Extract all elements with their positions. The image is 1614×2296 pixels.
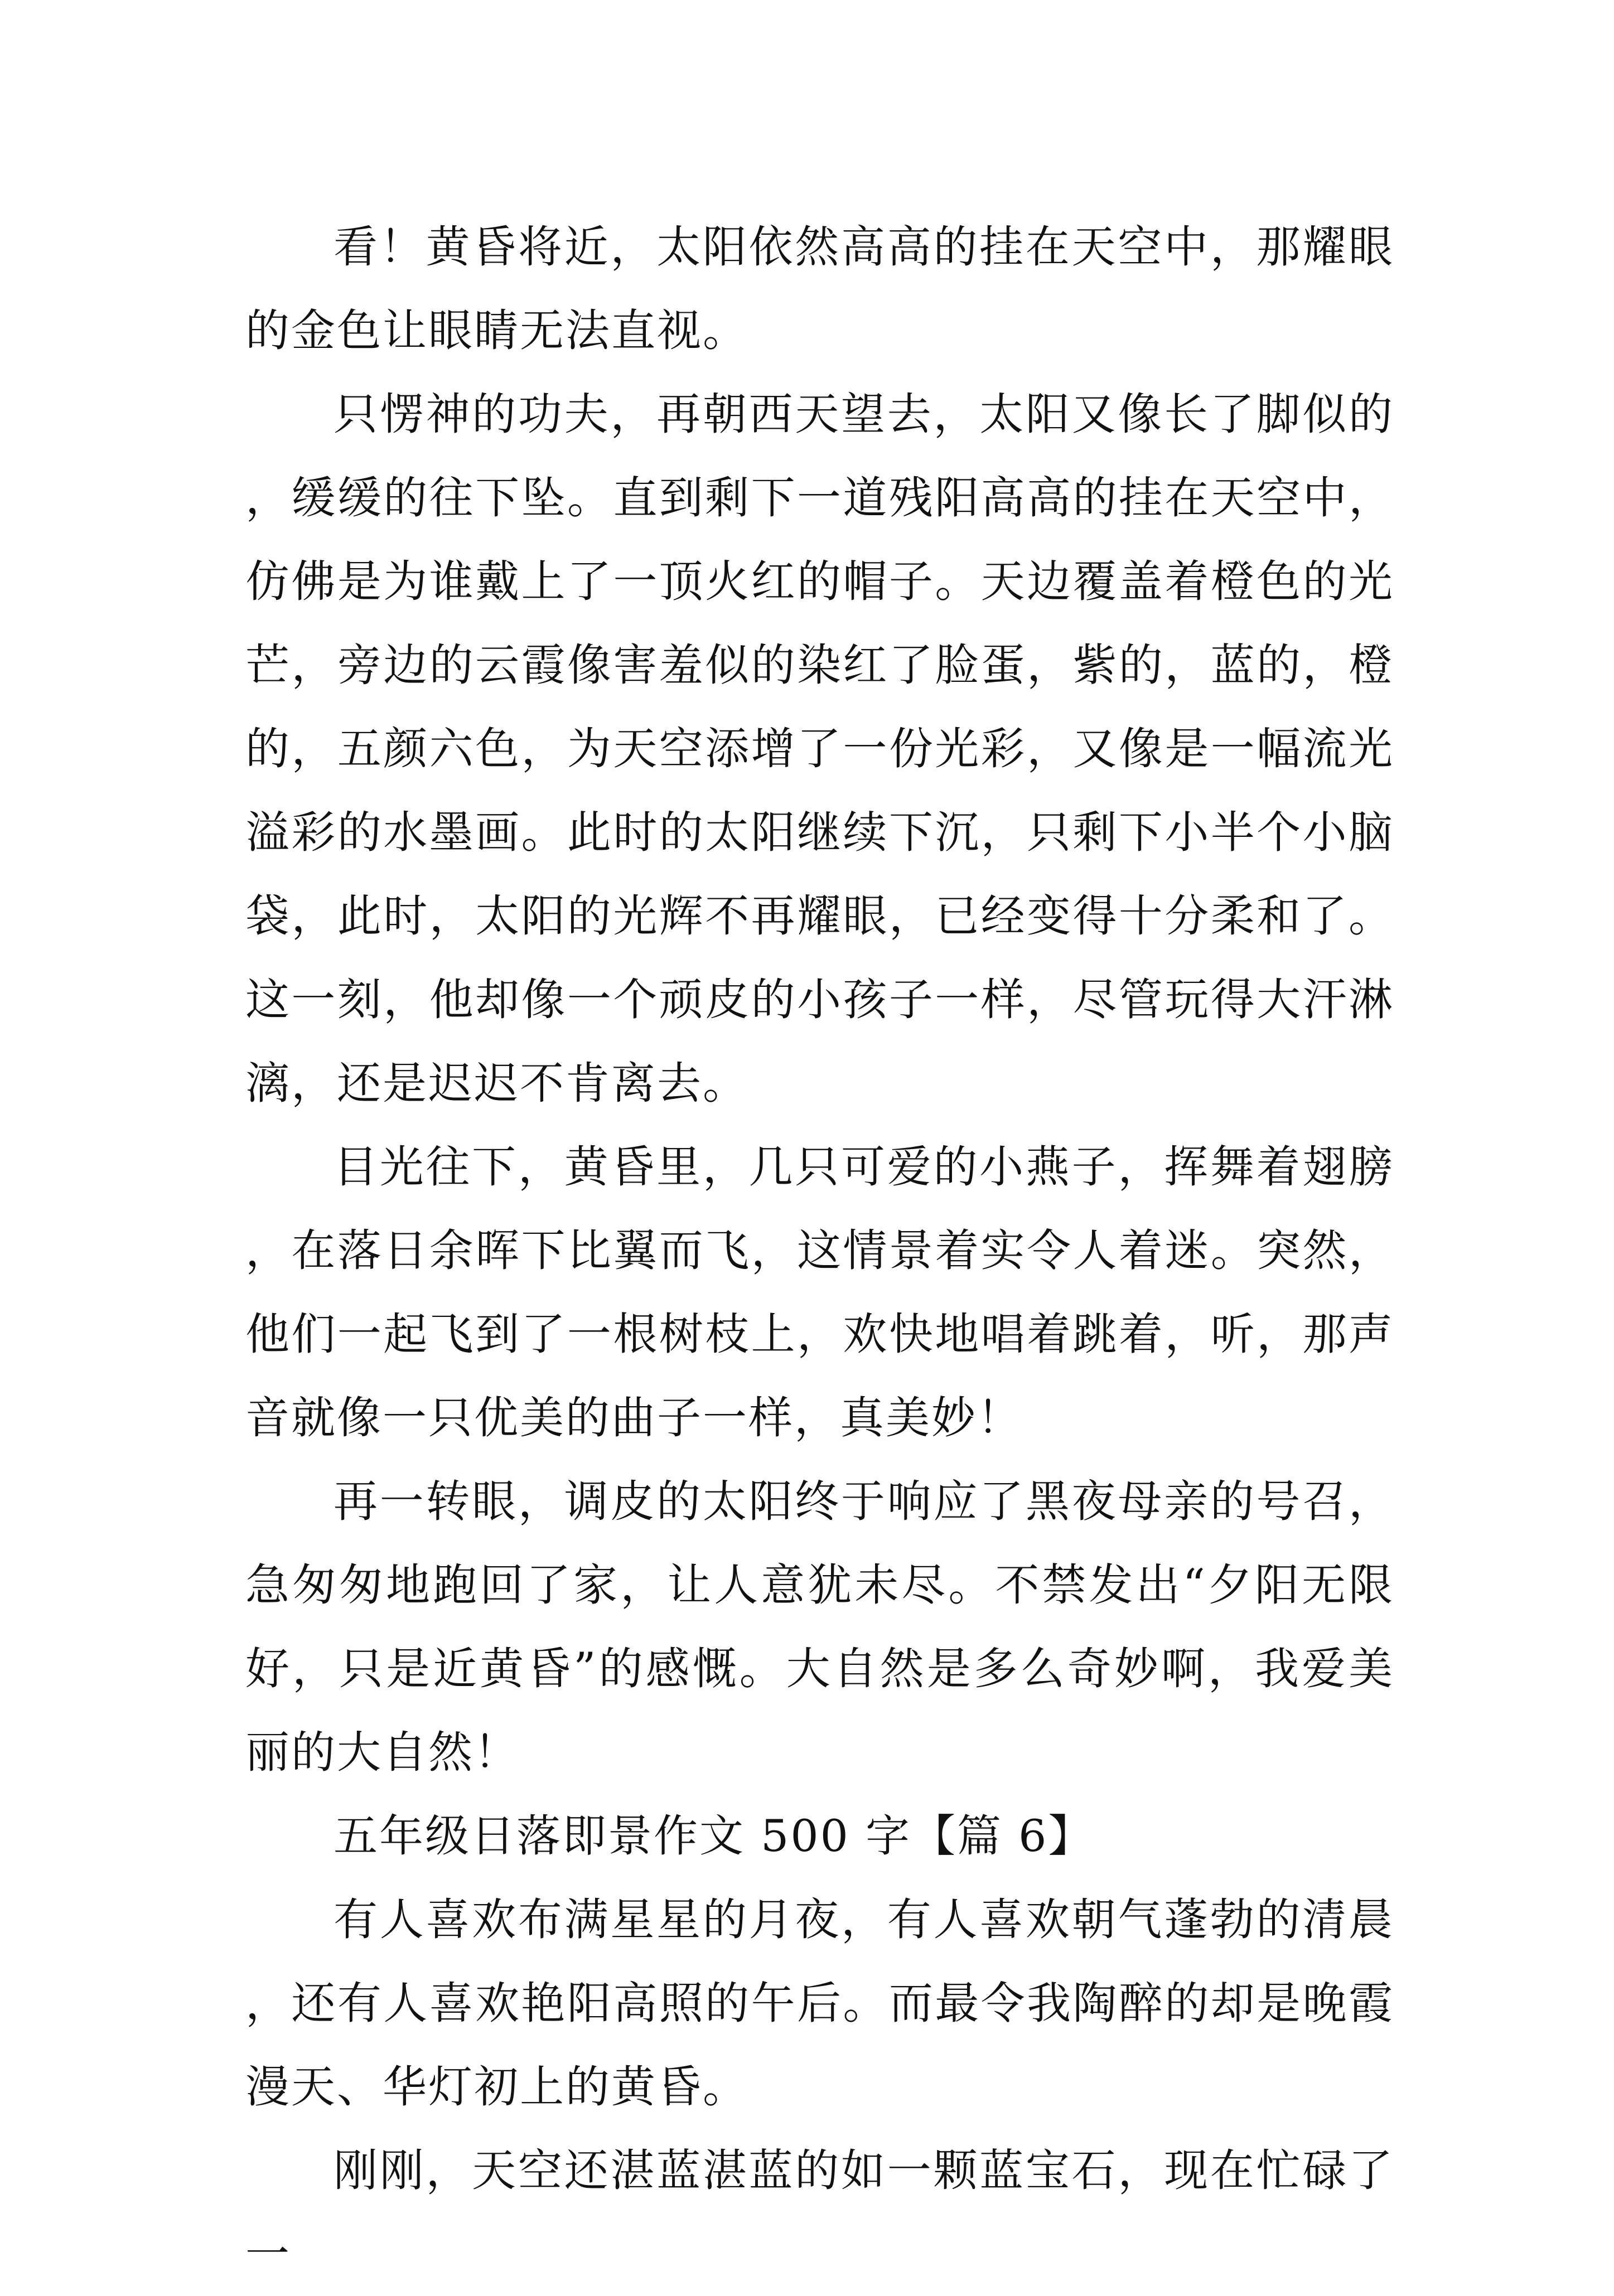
paragraph: 有人喜欢布满星星的月夜，有人喜欢朝气蓬勃的清晨，还有人喜欢艳阳高照的午后。而最令我陶醉的却是晚霞漫天、华灯初上的黄昏。	[245, 1894, 1394, 2113]
paragraph: 看！黄昏将近，太阳依然高高的挂在天空中，那耀眼的金色让眼睛无法直视。	[245, 221, 1394, 356]
section-heading: 五年级日落即景作文 500 字【篇 6】	[334, 1810, 1094, 1862]
paragraph: 再一转眼，调皮的太阳终于响应了黑夜母亲的号召，急匆匆地跑回了家，让人意犹未尽。不禁发出“夕阳无限好，只是近黄昏”的感慨。大自然是多么奇妙啊，我爱美丽的大自然！	[245, 1476, 1394, 1778]
paragraph: 目光往下，黄昏里，几只可爱的小燕子，挥舞着翅膀，在落日余晖下比翼而飞，这情景着实令人着迷。突然，他们一起飞到了一根树枝上，欢快地唱着跳着，听，那声音就像一只优美的曲子一样，真美妙！	[245, 1141, 1394, 1444]
essay-body	[245, 205, 1394, 2296]
paragraph: 刚刚，天空还湛蓝湛蓝的如一颗蓝宝石，现在忙碌了一	[245, 2145, 1394, 2280]
paragraph: 只愣神的功夫，再朝西天望去，太阳又像长了脚似的，缓缓的往下坠。直到剩下一道残阳高高的挂在天空中，仿佛是为谁戴上了一顶火红的帽子。天边覆盖着橙色的光芒，旁边的云霞像害羞似的染红了脸蛋，紫的，蓝的，橙的，五颜六色，为天空添增了一份光彩，又像是一幅流光溢彩的水墨画。此时的太阳继续下沉，只剩下小半个小脑袋，此时，太阳的光辉不再耀眼，已经变得十分柔和了。这一刻，他却像一个顽皮的小孩子一样，尽管玩得大汗淋漓，还是迟迟不肯离去。	[245, 389, 1394, 1109]
